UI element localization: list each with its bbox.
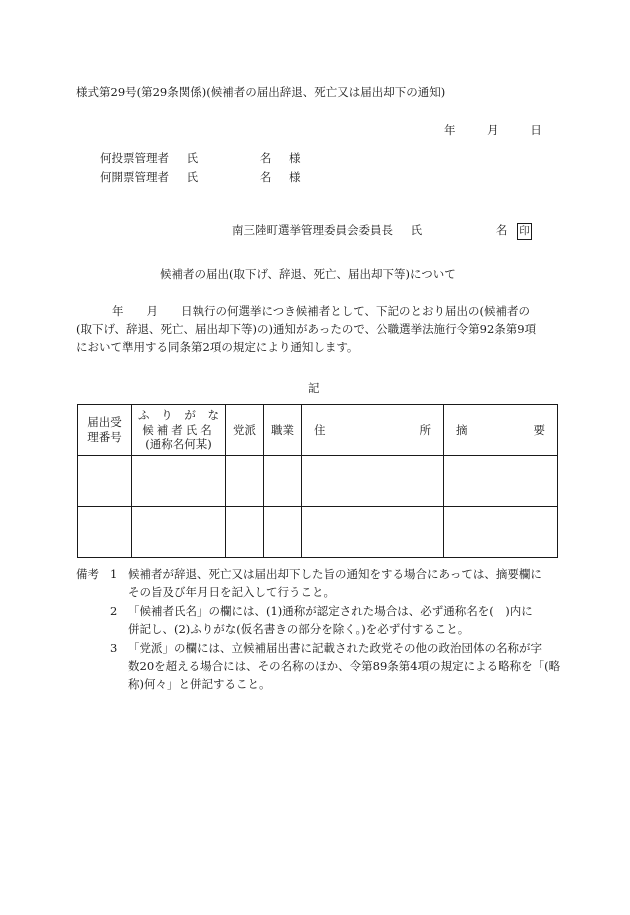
sender-shi: 氏 (410, 223, 423, 237)
addressee-mei: 名 (259, 170, 272, 184)
table-row (78, 507, 558, 558)
remark-number: 3 (110, 640, 118, 655)
furigana-char: り (161, 407, 173, 422)
addressee-counting-manager (100, 169, 300, 185)
header-number (78, 405, 132, 456)
remark-item (76, 565, 566, 602)
seal-mark: 印 (517, 223, 532, 240)
remark-line: 「党派」の欄には、立候補届出書に記載された政党その他の政治団体の名称が字 (128, 640, 542, 655)
header-number-line: 届出受 (87, 415, 122, 430)
date-year: 年 (444, 123, 456, 137)
header-job: 職業 (264, 405, 302, 456)
table-cell (132, 507, 226, 558)
ki-heading: 記 (308, 381, 320, 395)
remark-line: その旨及び年月日を記入して行うこと。 (128, 585, 335, 600)
remark-item (76, 639, 566, 694)
addressee-title: 何投票管理者 (100, 151, 169, 165)
table-row (78, 456, 558, 507)
table-cell (444, 507, 558, 558)
header-candidate-name: 候補者氏名 (142, 422, 215, 437)
furigana-char: が (184, 407, 196, 422)
remark-line: 「候補者氏名」の欄には、(1)通称が認定された場合は、必ず通称名を( )内に (128, 603, 533, 618)
remark-text (128, 602, 566, 639)
addressee-voting-manager (100, 150, 300, 166)
table-cell (132, 456, 226, 507)
date-month: 月 (487, 123, 499, 137)
remarks-label: 備考 (76, 567, 99, 581)
date-day: 日 (530, 123, 542, 137)
table-cell (264, 507, 302, 558)
date-line (444, 122, 542, 138)
body-line: 年 月 日執行の何選挙につき候補者として、下記のとおり届出の(候補者の (112, 304, 531, 318)
remark-line: 称)何々」と併記すること。 (128, 677, 271, 692)
addressee-shi: 氏 (186, 151, 199, 165)
sender-title: 南三陸町選挙管理委員会委員長 (232, 223, 393, 237)
header-address (302, 405, 444, 456)
remark-line: 数20を超える場合には、その名称のほか、令第89条第4項の規定による略称を「(略 (128, 658, 561, 673)
table-cell (264, 456, 302, 507)
remark-spacer (76, 639, 110, 694)
remark-item (76, 602, 566, 639)
table-cell (226, 507, 264, 558)
body-text (76, 303, 556, 356)
body-line: において準用する同条第2項の規定により通知します。 (76, 339, 359, 354)
table-cell (444, 456, 558, 507)
remark-number: 1 (110, 567, 118, 581)
record-table (77, 404, 558, 558)
sender-line (232, 222, 532, 240)
remarks (76, 565, 566, 694)
addressee-sama: 様 (288, 151, 301, 165)
addressee-mei: 名 (259, 151, 272, 165)
furigana-char: な (207, 407, 219, 422)
header-furigana (132, 408, 225, 423)
remark-number: 2 (110, 603, 118, 618)
remark-spacer (76, 602, 110, 639)
remark-text (128, 639, 566, 694)
header-name (132, 405, 226, 456)
table-header-row (78, 405, 558, 456)
table-cell (226, 456, 264, 507)
header-summary-char: 要 (533, 423, 545, 437)
body-line: (取下げ、辞退、死亡、届出却下等)の)通知があったので、公職選挙法施行令第92条第9項 (76, 321, 537, 336)
header-alias: (通称名何某) (145, 437, 212, 452)
header-party: 党派 (226, 405, 264, 456)
table-cell (78, 456, 132, 507)
remark-line: 候補者が辞退、死亡又は届出却下した旨の通知をする場合にあっては、摘要欄に (128, 567, 542, 581)
header-address-char: 住 (314, 423, 326, 437)
table-cell (302, 507, 444, 558)
subject-line: 候補者の届出(取下げ、辞退、死亡、届出却下等)について (160, 267, 456, 281)
remark-text (128, 565, 566, 602)
addressee-title: 何開票管理者 (100, 170, 169, 184)
remark-line: 併記し、(2)ふりがな(仮名書きの部分を除く。)を必ず付すること。 (128, 622, 470, 637)
sender-mei: 名 (495, 223, 508, 237)
addressee-shi: 氏 (186, 170, 199, 184)
form-label: 様式第29号(第29条関係)(候補者の届出辞退、死亡又は届出却下の通知) (76, 85, 446, 99)
header-number-line: 理番号 (87, 430, 122, 444)
header-summary (444, 405, 558, 456)
table-cell (302, 456, 444, 507)
addressee-sama: 様 (288, 170, 301, 184)
furigana-char: ふ (138, 407, 150, 422)
header-address-char: 所 (419, 423, 431, 437)
table-cell (78, 507, 132, 558)
header-summary-char: 摘 (456, 423, 468, 437)
